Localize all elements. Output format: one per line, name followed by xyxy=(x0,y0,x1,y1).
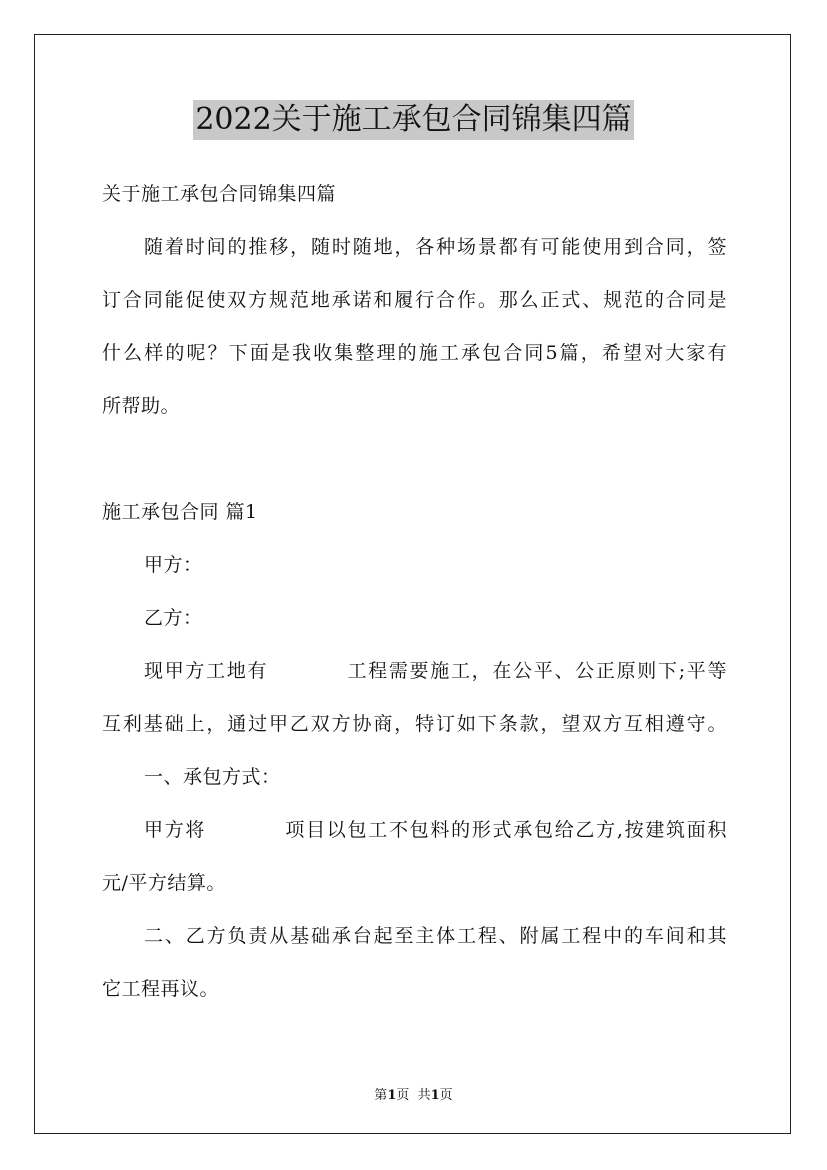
footer-suffix: 页 xyxy=(439,1088,453,1103)
clause-1-heading: 一、承包方式： xyxy=(144,766,281,788)
party-b-label: 乙方： xyxy=(144,607,203,629)
title-container xyxy=(0,100,827,140)
footer-total-pages: 1 xyxy=(430,1088,440,1103)
page-footer xyxy=(0,1084,827,1103)
document-body xyxy=(102,168,727,1016)
intro-line-2: 订合同能促使双方规范地承诺和履行合作。那么正式、规范的合同是 xyxy=(102,289,727,311)
footer-mid: 页 共 xyxy=(396,1088,431,1103)
intro-line-1: 随着时间的推移，随时随地，各种场景都有可能使用到合同，签 xyxy=(144,236,727,258)
clause-1-line-1 xyxy=(102,804,727,857)
intro-line-3: 什么样的呢？下面是我收集整理的施工承包合同5篇，希望对大家有 xyxy=(102,342,727,364)
footer-page-number: 1 xyxy=(387,1088,397,1103)
paragraph-1-line-1 xyxy=(102,645,727,698)
section-spacer xyxy=(102,433,727,486)
footer-prefix: 第 xyxy=(374,1088,388,1103)
document-title: 2022关于施工承包合同锦集四篇 xyxy=(193,100,633,140)
clause-1-end: 项目以包工不包料的形式承包给乙方,按建筑面积 xyxy=(284,819,727,841)
clause-2-line-1: 二、乙方负责从基础承台起至主体工程、附属工程中的车间和其 xyxy=(144,925,727,947)
clause-2-line-2: 它工程再议。 xyxy=(102,978,220,1000)
clause-1-start: 甲方将 xyxy=(144,819,207,841)
paragraph-1-end: 工程需要施工，在公平、公正原则下;平等 xyxy=(346,660,727,682)
paragraph-1-line-2: 互利基础上，通过甲乙双方协商，特订如下条款，望双方互相遵守。 xyxy=(102,713,727,735)
intro-line-4: 所帮助。 xyxy=(102,395,181,417)
party-a-label: 甲方： xyxy=(144,554,203,576)
document-subtitle: 关于施工承包合同锦集四篇 xyxy=(102,183,337,205)
paragraph-1-start: 现甲方工地有 xyxy=(144,660,269,682)
clause-1-line-2: 元/平方结算。 xyxy=(102,872,226,894)
section-heading: 施工承包合同 篇1 xyxy=(102,501,258,523)
